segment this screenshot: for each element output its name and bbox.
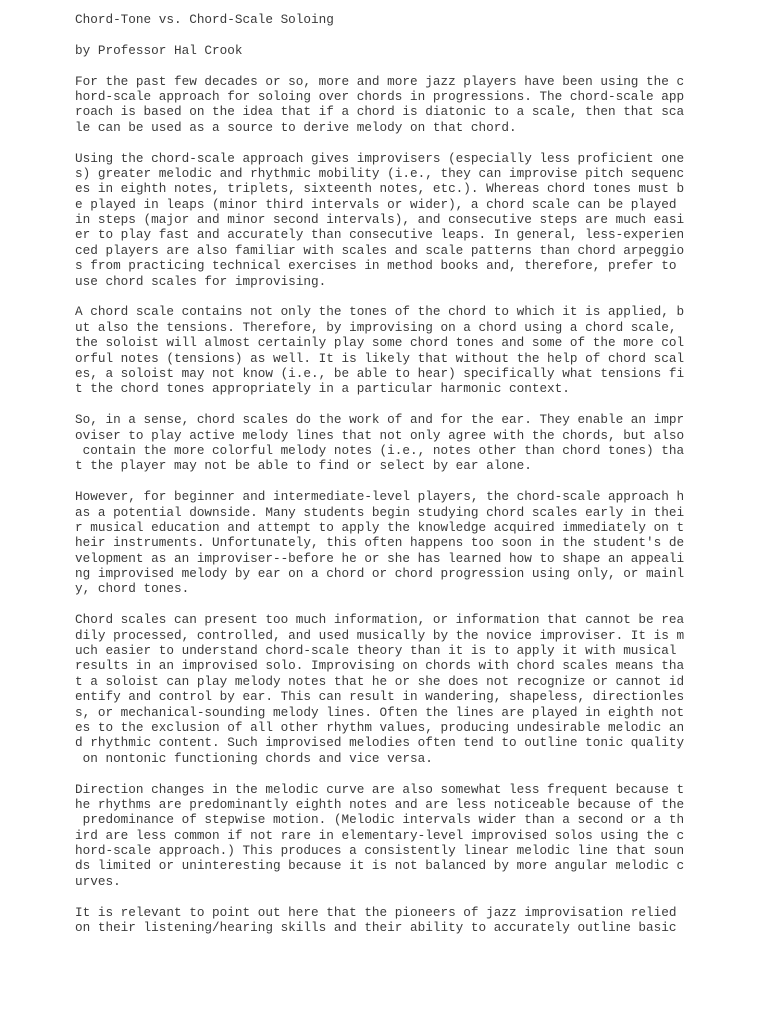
paragraph-line: le can be used as a source to derive melody on that chord.: [75, 119, 517, 135]
paragraph: [75, 412, 755, 474]
paragraph-line: y, chord tones.: [75, 581, 190, 597]
paragraph-line: ut also the tensions. Therefore, by improvising on a chord using a chord scale,: [75, 319, 677, 335]
paragraph-line: in steps (major and minor second intervals), and consecutive steps are much easi: [75, 212, 685, 228]
document-author: [75, 43, 755, 58]
document-title: [75, 12, 755, 27]
paragraph-line: ng improvised melody by ear on a chord or chord progression using only, or mainl: [75, 566, 685, 582]
paragraph-line: es, a soloist may not know (i.e., be able to hear) specifically what tensions fi: [75, 365, 685, 381]
paragraph-line: uch easier to understand chord-scale theory than it is to apply it with musical: [75, 643, 677, 659]
paragraph-line: hord-scale approach for soloing over chords in progressions. The chord-scale app: [75, 88, 685, 104]
author-line: by Professor Hal Crook: [75, 42, 243, 58]
paragraph-line: urves.: [75, 873, 121, 889]
paragraph-line: as a potential downside. Many students begin studying chord scales early in thei: [75, 504, 685, 520]
paragraph-line: r musical education and attempt to apply the knowledge acquired immediately on t: [75, 519, 685, 535]
paragraph-line: e played in leaps (minor third intervals or wider), a chord scale can be played: [75, 196, 677, 212]
paragraph-line: hord-scale approach.) This produces a consistently linear melodic line that soun: [75, 843, 685, 859]
paragraph-line: t the chord tones appropriately in a particular harmonic context.: [75, 381, 570, 397]
paragraph-line: However, for beginner and intermediate-level players, the chord-scale approach h: [75, 489, 685, 505]
paragraph: [75, 905, 755, 936]
paragraph-line: he rhythms are predominantly eighth notes and are less noticeable because of the: [75, 796, 685, 812]
paragraph-line: s, or mechanical-sounding melody lines. Often the lines are played in eighth not: [75, 704, 685, 720]
paragraph: [75, 151, 755, 290]
document-page: [75, 12, 755, 935]
paragraph-line: ced players are also familiar with scales and scale patterns than chord arpeggio: [75, 242, 685, 258]
paragraph-line: ds limited or uninteresting because it is not balanced by more angular melodic c: [75, 858, 685, 874]
document-body: [75, 74, 755, 936]
paragraph: [75, 612, 755, 766]
paragraph-line: s from practicing technical exercises in method books and, therefore, prefer to: [75, 258, 677, 274]
paragraph-line: d rhythmic content. Such improvised melodies often tend to outline tonic quality: [75, 735, 685, 751]
paragraph-line: roach is based on the idea that if a chord is diatonic to a scale, then that sca: [75, 104, 685, 120]
paragraph-line: er to play fast and accurately than consecutive leaps. In general, less-experien: [75, 227, 685, 243]
paragraph-line: t a soloist can play melody notes that he or she does not recognize or cannot id: [75, 673, 685, 689]
paragraph-line: on their listening/hearing skills and their ability to accurately outline basic: [75, 920, 677, 936]
paragraph-line: t the player may not be able to find or select by ear alone.: [75, 458, 532, 474]
paragraph-line: contain the more colorful melody notes (i.e., notes other than chord tones) tha: [75, 442, 685, 458]
paragraph-line: A chord scale contains not only the tones of the chord to which it is applied, b: [75, 304, 685, 320]
paragraph: [75, 782, 755, 890]
paragraph-line: Using the chord-scale approach gives improvisers (especially less proficient one: [75, 150, 685, 166]
paragraph-line: the soloist will almost certainly play some chord tones and some of the more col: [75, 335, 685, 351]
paragraph: [75, 74, 755, 136]
paragraph-line: entify and control by ear. This can result in wandering, shapeless, directionles: [75, 689, 685, 705]
paragraph-line: heir instruments. Unfortunately, this often happens too soon in the student's de: [75, 535, 685, 551]
title-line: Chord-Tone vs. Chord-Scale Soloing: [75, 12, 334, 27]
paragraph-line: use chord scales for improvising.: [75, 273, 327, 289]
paragraph-line: oviser to play active melody lines that not only agree with the chords, but also: [75, 427, 685, 443]
paragraph-line: So, in a sense, chord scales do the work of and for the ear. They enable an impr: [75, 412, 685, 428]
paragraph-line: on nontonic functioning chords and vice versa.: [75, 750, 433, 766]
paragraph-line: It is relevant to point out here that the pioneers of jazz improvisation relied: [75, 904, 677, 920]
paragraph-line: predominance of stepwise motion. (Melodic intervals wider than a second or a th: [75, 812, 685, 828]
paragraph-line: Direction changes in the melodic curve are also somewhat less frequent because t: [75, 781, 685, 797]
paragraph: [75, 304, 755, 396]
paragraph-line: results in an improvised solo. Improvising on chords with chord scales means tha: [75, 658, 685, 674]
paragraph-line: orful notes (tensions) as well. It is likely that without the help of chord scal: [75, 350, 685, 366]
paragraph: [75, 489, 755, 597]
paragraph-line: es to the exclusion of all other rhythm values, producing undesirable melodic an: [75, 719, 685, 735]
paragraph-line: es in eighth notes, triplets, sixteenth notes, etc.). Whereas chord tones must b: [75, 181, 685, 197]
paragraph-line: velopment as an improviser--before he or she has learned how to shape an appeali: [75, 550, 685, 566]
paragraph-line: Chord scales can present too much information, or information that cannot be rea: [75, 612, 685, 628]
paragraph-line: For the past few decades or so, more and more jazz players have been using the c: [75, 73, 685, 89]
paragraph-line: dily processed, controlled, and used musically by the novice improviser. It is m: [75, 627, 685, 643]
paragraph-line: s) greater melodic and rhythmic mobility (i.e., they can improvise pitch sequenc: [75, 165, 685, 181]
paragraph-line: ird are less common if not rare in elementary-level improvised solos using the c: [75, 827, 685, 843]
